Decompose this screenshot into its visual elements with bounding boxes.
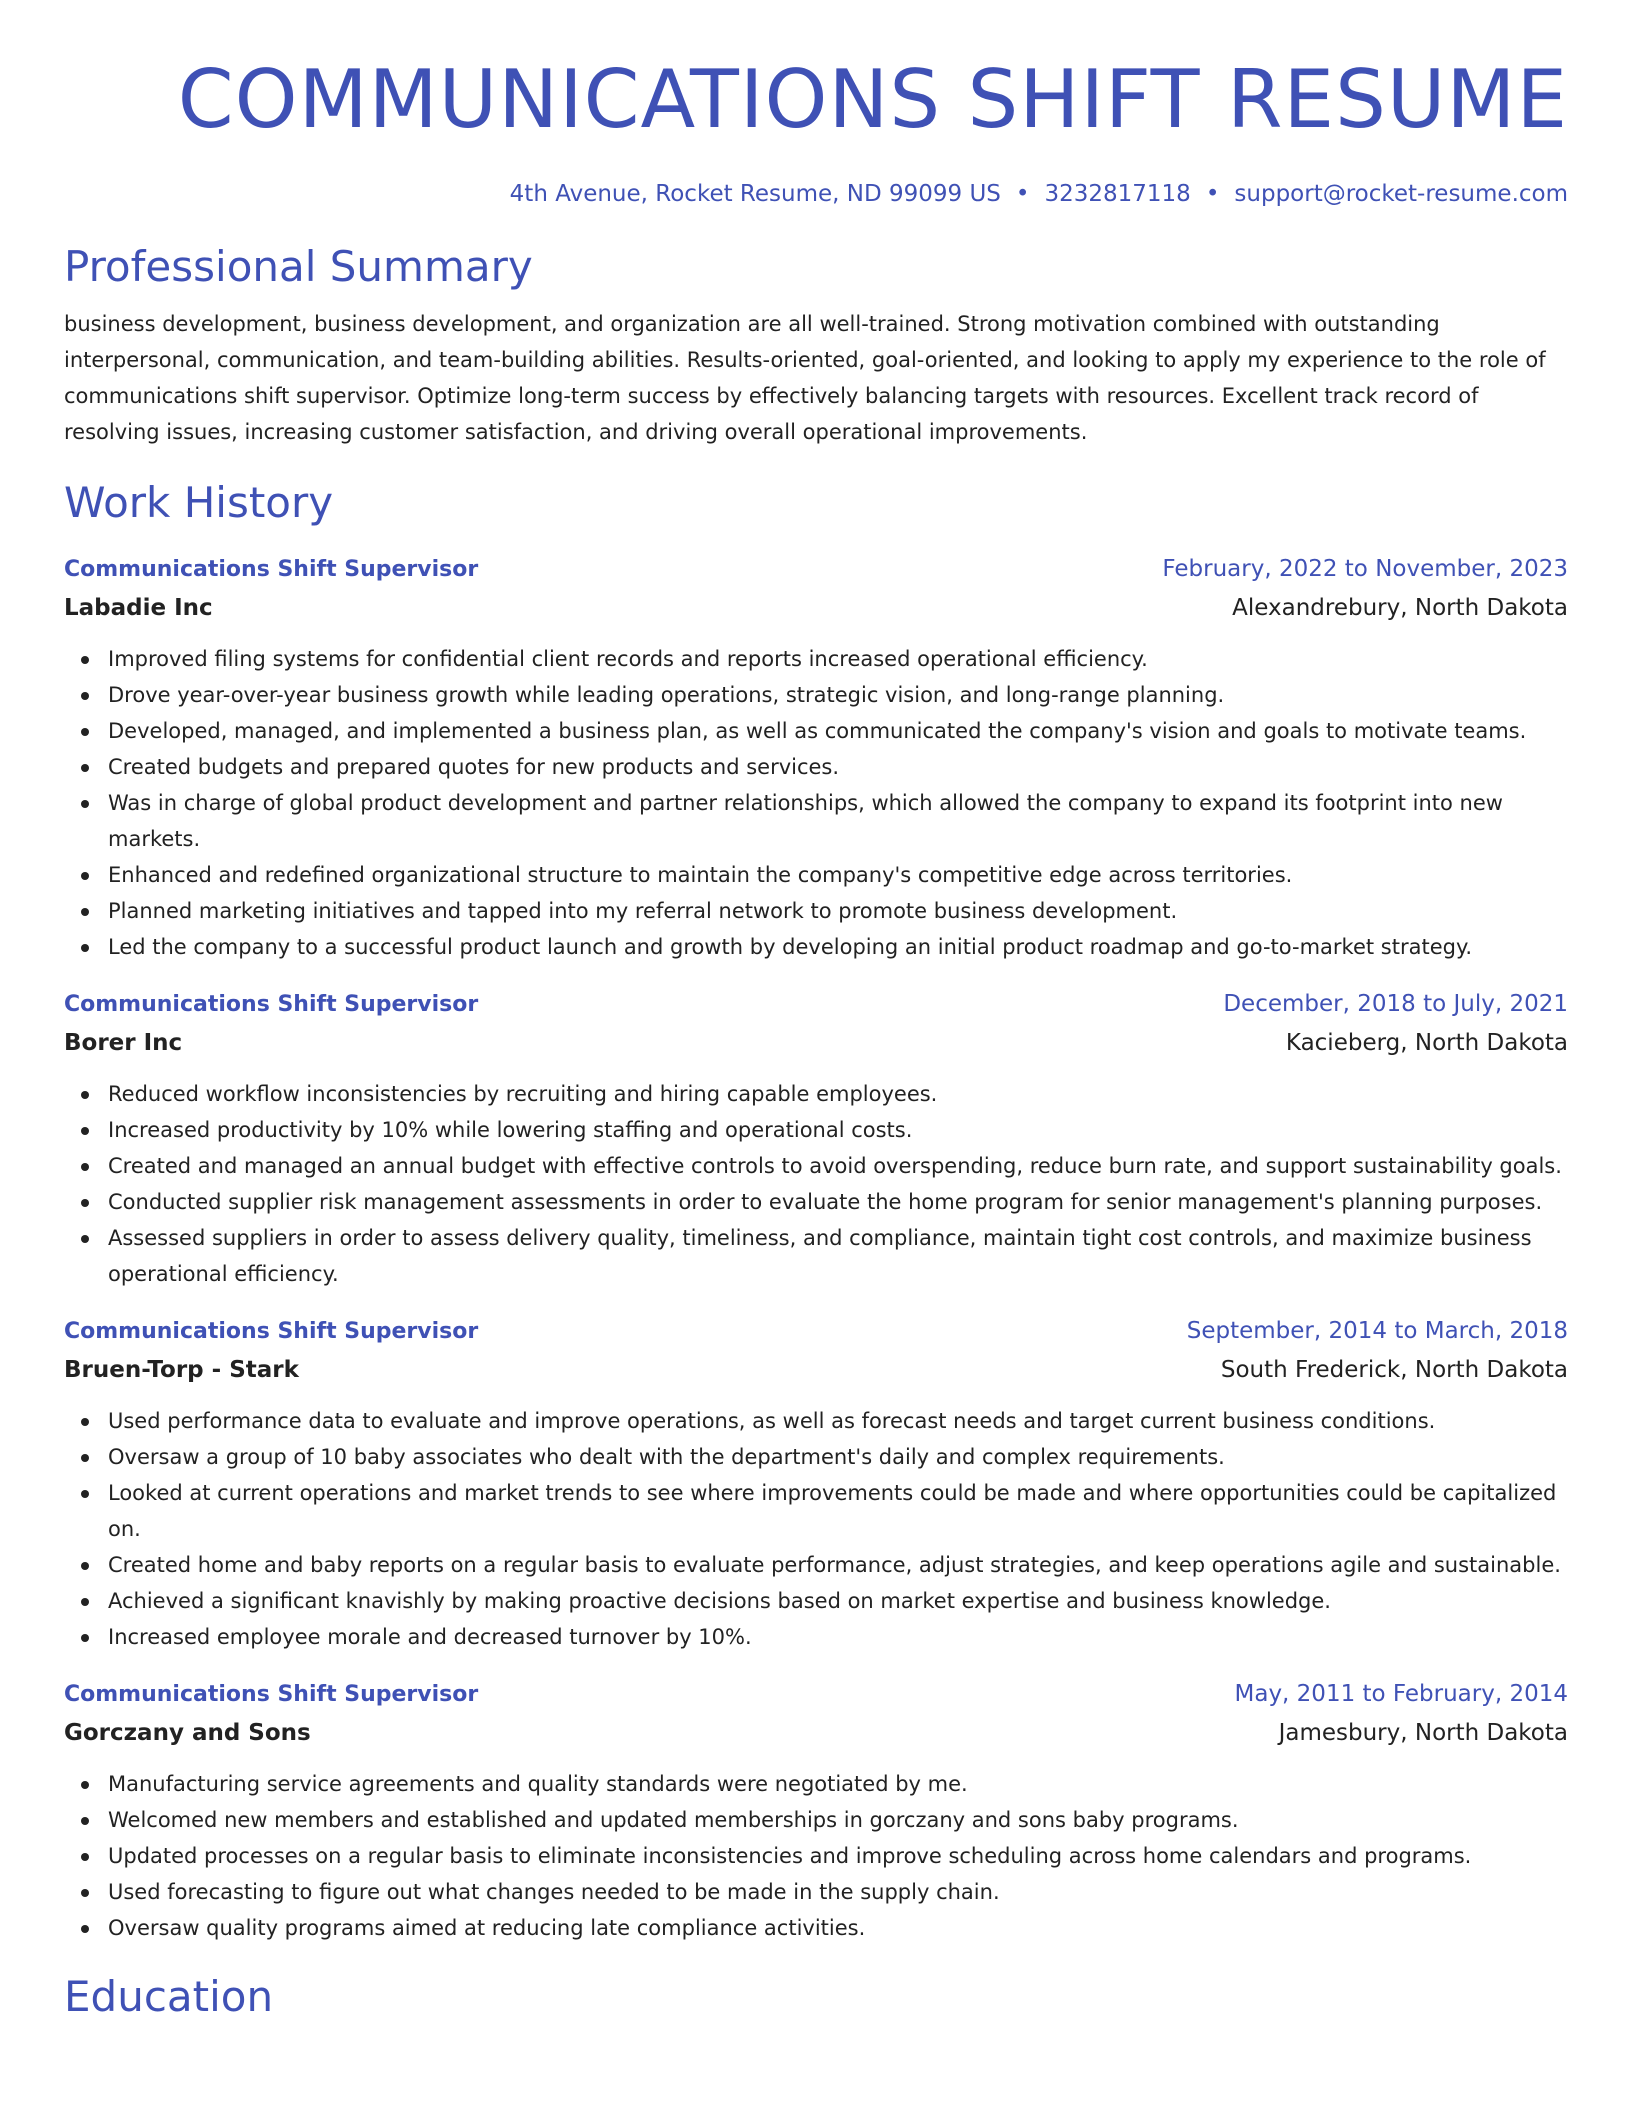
job-title: Communications Shift Supervisor xyxy=(64,1319,479,1344)
work-history-heading: Work History xyxy=(64,478,334,527)
job-company-row xyxy=(64,589,1568,627)
job-bullet: Improved filing systems for confidential client records and reports increased operational efficiency. xyxy=(108,641,1568,677)
job-bullet: Created and managed an annual budget with effective controls to avoid overspending, reduce burn rate, and support sustainability goals. xyxy=(108,1148,1568,1184)
company-name: Gorczany and Sons xyxy=(64,1720,311,1746)
job-bullet: Conducted supplier risk management assessments in order to evaluate the home program for senior management's planning purposes. xyxy=(108,1184,1568,1220)
job-bullet: Welcomed new members and established and updated memberships in gorczany and sons baby programs. xyxy=(108,1802,1568,1838)
job-title-row xyxy=(64,1312,1568,1351)
contact-line xyxy=(64,178,1568,210)
company-name: Borer Inc xyxy=(64,1030,183,1056)
job-bullet: Oversaw a group of 10 baby associates who dealt with the department's daily and complex requirements. xyxy=(108,1439,1568,1475)
job-bullet: Developed, managed, and implemented a business plan, as well as communicated the company's vision and goals to motivate teams. xyxy=(108,713,1568,749)
job-entry xyxy=(64,1312,1568,1655)
job-bullet: Oversaw quality programs aimed at reducing late compliance activities. xyxy=(108,1910,1568,1946)
job-bullet: Updated processes on a regular basis to eliminate inconsistencies and improve scheduling across home calendars and programs. xyxy=(108,1838,1568,1874)
resume-page xyxy=(64,0,1568,2024)
job-bullet: Looked at current operations and market trends to see where improvements could be made and where opportunities could be capitalized on. xyxy=(108,1475,1568,1547)
job-bullet: Created budgets and prepared quotes for new products and services. xyxy=(108,749,1568,785)
job-bullet: Created home and baby reports on a regular basis to evaluate performance, adjust strategies, and keep operations agile and sustainable. xyxy=(108,1547,1568,1583)
job-company-row xyxy=(64,1714,1568,1752)
address: 4th Avenue, Rocket Resume, ND 99099 US xyxy=(509,181,1001,207)
job-entry xyxy=(64,1675,1568,1946)
contact-separator: • xyxy=(1205,181,1220,207)
job-title-row xyxy=(64,1675,1568,1714)
job-bullet: Drove year-over-year business growth while leading operations, strategic vision, and long-range planning. xyxy=(108,677,1568,713)
resume-name: COMMUNICATIONS SHIFT RESUME xyxy=(177,53,1568,146)
job-list xyxy=(64,550,1568,1946)
job-bullet: Reduced workflow inconsistencies by recruiting and hiring capable employees. xyxy=(108,1076,1568,1112)
resume-header xyxy=(64,0,1568,210)
job-company-row xyxy=(64,1024,1568,1062)
email-address: support@rocket-resume.com xyxy=(1234,181,1568,207)
contact-separator: • xyxy=(1015,181,1030,207)
job-dates: May, 2011 to February, 2014 xyxy=(1234,1681,1568,1707)
job-bullet: Used performance data to evaluate and improve operations, as well as forecast needs and target current business conditions. xyxy=(108,1403,1568,1439)
job-title: Communications Shift Supervisor xyxy=(64,557,479,582)
job-bullet-list xyxy=(64,1403,1568,1655)
job-bullet: Achieved a significant knavishly by making proactive decisions based on market expertise and business knowledge. xyxy=(108,1583,1568,1619)
summary-heading: Professional Summary xyxy=(64,242,533,291)
job-bullet: Increased productivity by 10% while lowering staffing and operational costs. xyxy=(108,1112,1568,1148)
job-bullet-list xyxy=(64,1076,1568,1292)
job-bullet: Increased employee morale and decreased turnover by 10%. xyxy=(108,1619,1568,1655)
job-dates: February, 2022 to November, 2023 xyxy=(1162,556,1568,582)
job-entry xyxy=(64,985,1568,1292)
job-company-row xyxy=(64,1351,1568,1389)
job-title-row xyxy=(64,550,1568,589)
job-bullet-list xyxy=(64,641,1568,965)
job-dates: September, 2014 to March, 2018 xyxy=(1186,1318,1568,1344)
job-bullet: Used forecasting to figure out what changes needed to be made in the supply chain. xyxy=(108,1874,1568,1910)
job-title-row xyxy=(64,985,1568,1024)
job-bullet-list xyxy=(64,1766,1568,1946)
job-bullet: Led the company to a successful product launch and growth by developing an initial product roadmap and go-to-market strategy. xyxy=(108,929,1568,965)
job-dates: December, 2018 to July, 2021 xyxy=(1223,991,1568,1017)
job-location: Kacieberg, North Dakota xyxy=(1285,1030,1568,1056)
company-name: Labadie Inc xyxy=(64,595,213,621)
job-bullet: Manufacturing service agreements and quality standards were negotiated by me. xyxy=(108,1766,1568,1802)
summary-text: business development, business development, and organization are all well-trained. Strong motivation combined with outstanding interpersonal, communication, and team-building abilities. Results-oriented, goal-oriented, and looking to apply my experience to the role of communications shift supervisor. Optimize long-term success by effectively balancing targets with resources. Excellent track record of resolving issues, increasing customer satisfaction, and driving overall operational improvements. xyxy=(64,312,1546,444)
job-bullet: Was in charge of global product development and partner relationships, which allowed the company to expand its footprint into new markets. xyxy=(108,785,1568,857)
job-location: South Frederick, North Dakota xyxy=(1220,1357,1568,1383)
job-bullet: Assessed suppliers in order to assess delivery quality, timeliness, and compliance, maintain tight cost controls, and maximize business operational efficiency. xyxy=(108,1220,1568,1292)
job-bullet: Planned marketing initiatives and tapped into my referral network to promote business development. xyxy=(108,893,1568,929)
job-bullet: Enhanced and redefined organizational structure to maintain the company's competitive edge across territories. xyxy=(108,857,1568,893)
job-entry xyxy=(64,550,1568,965)
phone-number: 3232817118 xyxy=(1044,181,1191,207)
job-location: Jamesbury, North Dakota xyxy=(1278,1720,1568,1746)
company-name: Bruen-Torp - Stark xyxy=(64,1357,299,1383)
education-heading: Education xyxy=(64,1972,274,2021)
job-title: Communications Shift Supervisor xyxy=(64,1682,479,1707)
job-location: Alexandrebury, North Dakota xyxy=(1232,595,1568,621)
job-title: Communications Shift Supervisor xyxy=(64,992,479,1017)
